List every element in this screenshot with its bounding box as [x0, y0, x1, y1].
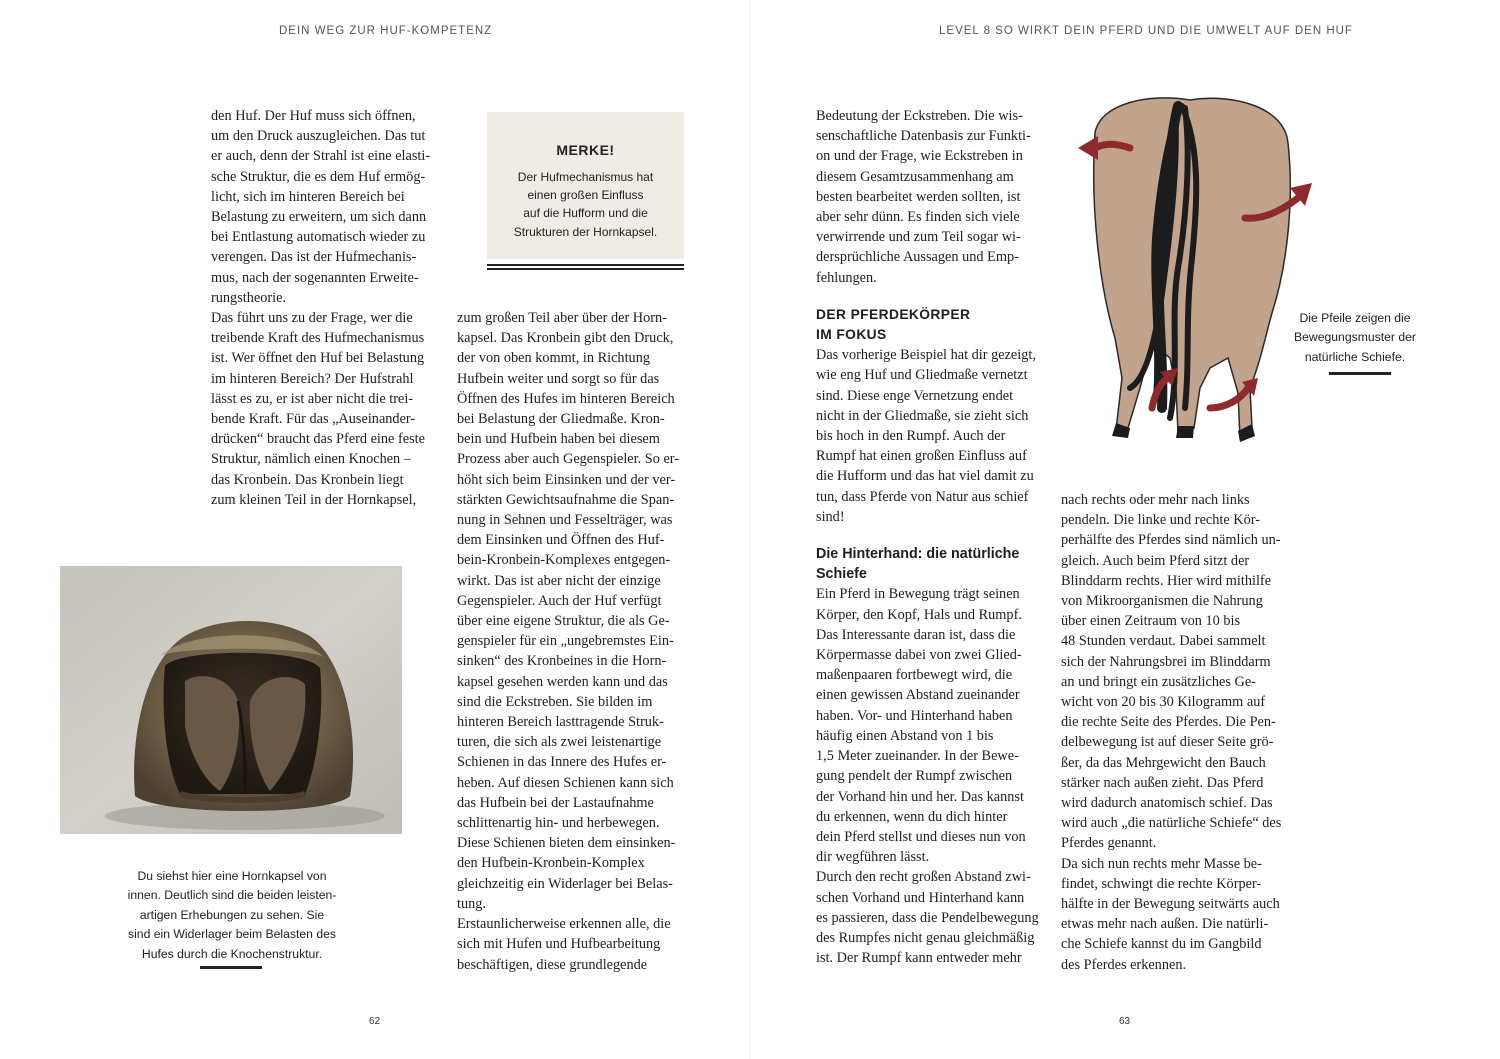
text-line: Schiefe	[816, 566, 867, 583]
text-line: Belastung zu erweitern, um sich dann	[211, 209, 427, 226]
text-line: ßer, da das Mehrgewicht den Bauch	[1061, 754, 1266, 771]
text-line: sich mit Hufen und Hufbearbeitung	[457, 936, 661, 953]
text-line: drücken“ braucht das Pferd eine feste	[211, 431, 425, 448]
text-line: Durch den recht großen Abstand zwi-	[816, 869, 1031, 886]
text-line: dir wegführen lässt.	[816, 849, 930, 866]
text-line: bein und Hufbein haben bei diesem	[457, 431, 660, 448]
text-line: bein-Kronbein-Komplexes entgegen-	[457, 552, 671, 569]
text-line: wie eng Huf und Gliedmaße vernetzt	[816, 367, 1028, 384]
text-line: er auch, denn der Strahl ist eine elasti-	[211, 148, 431, 165]
text-line: perhälfte des Pferdes sind nämlich un-	[1061, 532, 1281, 549]
text-line: gleich. Auch beim Pferd sitzt der	[1061, 552, 1250, 569]
text-line: tun, dass Pferde von Natur aus schief	[816, 488, 1029, 505]
text-line: ist. Der Rumpf kann entweder mehr	[816, 950, 1022, 967]
left-column-1	[211, 106, 430, 510]
text-line: der von oben kommt, in Richtung	[457, 350, 650, 367]
text-line: haben. Vor- und Hinterhand haben	[816, 707, 1013, 724]
text-line: stärker nach außen zieht. Das Pferd	[1061, 774, 1264, 791]
horse-hindquarters-illustration	[1060, 88, 1325, 473]
page-number-right: 63	[1119, 1016, 1131, 1027]
text-line: Das vorherige Beispiel hat dir gezeigt,	[816, 347, 1036, 364]
photo-caption	[112, 867, 352, 964]
text-line: Das Interessante daran ist, dass die	[816, 626, 1016, 643]
text-line: Rumpf hat einen großen Einfluss auf	[816, 448, 1027, 465]
right-column-1	[816, 106, 1039, 968]
text-line: Bedeutung der Eckstreben. Die wis-	[816, 108, 1023, 124]
text-line: Schienen in das Innere des Hufes er-	[457, 754, 667, 771]
text-line: bei Belastung der Gliedmaße. Kron-	[457, 411, 665, 428]
text-line: senschaftliche Datenbasis zur Funkti-	[816, 128, 1031, 145]
text-line: lässt es zu, er ist aber nicht die trei-	[211, 390, 414, 407]
text-line: Prozess aber auch Gegenspieler. So er-	[457, 451, 680, 468]
text-line: einen großen Einfluss	[527, 188, 644, 203]
text-line: Der Hufmechanismus hat	[517, 170, 654, 184]
intro-paragraph	[816, 106, 1039, 288]
text-line: einen gewissen Abstand zueinander	[816, 687, 1020, 704]
text-line: verwirrende und zum Teil sogar wi-	[816, 229, 1021, 246]
text-line: bende Kraft. Für das „Auseinander-	[211, 411, 416, 428]
text-line: an und bringt ein zusätzliches Ge-	[1061, 673, 1256, 690]
figure-caption	[1280, 309, 1430, 367]
text-line: genspieler für ein „ungebremstes Ein-	[457, 633, 674, 650]
text-line: um den Druck auszugleichen. Das tut	[211, 128, 426, 145]
text-line: Ein Pferd in Bewegung trägt seinen	[816, 586, 1020, 603]
text-line: des Pferdes erkennen.	[1061, 956, 1187, 973]
text-line: zum großen Teil aber über der Horn-	[457, 310, 667, 326]
text-line: wird auch „die natürliche Schiefe“ des	[1061, 815, 1282, 832]
merke-double-rule	[487, 264, 684, 270]
text-line: Pferdes genannt.	[1061, 835, 1157, 852]
text-line: schen Vorhand und Hinterhand kann	[816, 889, 1025, 906]
text-line: stärkten Gewichtsaufnahme die Span-	[457, 491, 675, 508]
text-line: höht sich beim Einsinken und der ver-	[457, 471, 676, 488]
text-line: dem Einsinken und Öffnen des Huf-	[457, 532, 665, 549]
merke-box	[487, 112, 684, 259]
right-column-2	[1061, 490, 1281, 975]
text-line: ist. Wer öffnet den Huf bei Belastung	[211, 350, 425, 367]
text-line: kapsel gesehen werden kann und das	[457, 673, 668, 690]
text-line: Struktur, nämlich einen Knochen –	[211, 451, 411, 468]
text-line: Diese Schienen bieten dem einsinken-	[457, 835, 676, 852]
text-line: Das führt uns zu der Frage, wer die	[211, 310, 413, 327]
text-line: mus, nach der sogenannten Erweite-	[211, 269, 419, 286]
text-line: das Kronbein. Das Kronbein liegt	[211, 471, 404, 488]
text-line: Gegenspieler. Auch der Huf verfügt	[457, 592, 662, 609]
text-line: beschäftigen, diese grundlegende	[457, 956, 648, 973]
running-head-right: LEVEL 8 SO WIRKT DEIN PFERD UND DIE UMWELT AUF DEN HUF	[939, 25, 1353, 37]
caption-rule-right	[1329, 372, 1391, 375]
text-line: den Hufbein-Kronbein-Komplex	[457, 855, 645, 872]
page-number-left: 62	[369, 1016, 381, 1027]
text-line: bis hoch in den Rumpf. Auch der	[816, 428, 1006, 445]
text-line: Erstaunlicherweise erkennen alle, die	[457, 916, 671, 933]
text-line: 48 Stunden verdaut. Dabei sammelt	[1061, 633, 1266, 650]
text-line: natürliche Schiefe.	[1304, 349, 1406, 364]
text-line: aber sehr dünn. Es finden sich viele	[816, 209, 1020, 226]
text-line: IM FOKUS	[816, 327, 887, 343]
text-line: die Hufform und das hat viel damit zu	[816, 468, 1034, 485]
text-line: des Rumpfes nicht genau gleichmäßig	[816, 929, 1035, 946]
text-line: delbewegung ist auf dieser Seite grö-	[1061, 734, 1274, 751]
text-line: Bewegungsmuster der	[1294, 330, 1416, 345]
text-line: hälfte in der Bewegung seitwärts auch	[1061, 896, 1280, 913]
text-line: dein Pferd stellst und dieses nun von	[816, 828, 1026, 845]
text-line: Körper, den Kopf, Hals und Rumpf.	[816, 606, 1022, 623]
right-page	[750, 0, 1500, 1059]
text-line: nung in Sehnen und Fesselträger, was	[457, 512, 673, 529]
text-line: sche Struktur, die es dem Huf ermög-	[211, 168, 426, 185]
text-line: sinken“ des Kronbeines in die Horn-	[457, 653, 667, 670]
text-line: etwas mehr nach außen. Die natürli-	[1061, 916, 1269, 933]
text-line: sind!	[816, 508, 845, 525]
running-head-left: DEIN WEG ZUR HUF-KOMPETENZ	[279, 25, 493, 37]
text-line: 1,5 Meter zueinander. In der Bewe-	[816, 748, 1019, 765]
text-line: Hufes durch die Knochenstruktur.	[141, 946, 323, 961]
text-line: innen. Deutlich sind die beiden leisten-	[127, 888, 337, 903]
text-line: maßenpaaren fortbewegt wird, die	[816, 667, 1013, 684]
text-line: über einen Zeitraum von 10 bis	[1061, 613, 1241, 630]
hoof-capsule-photo	[60, 566, 402, 834]
text-line: sind die Eckstreben. Sie bilden im	[457, 693, 653, 710]
text-line: treibende Kraft des Hufmechanismus	[211, 330, 425, 347]
text-line: gleichzeitig ein Widerlager bei Belas-	[457, 875, 673, 892]
text-line: du erkennen, wenn du dich hinter	[816, 808, 1008, 825]
text-line: wird dadurch anatomisch schief. Das	[1061, 795, 1273, 812]
text-line: Die Hinterhand: die natürliche	[816, 546, 1020, 563]
text-line: zum kleinen Teil in der Hornkapsel,	[211, 491, 417, 508]
text-line: über eine eigene Struktur, die als Ge-	[457, 613, 670, 630]
heading-hinterhand	[816, 544, 1039, 584]
text-line: sich der Nahrungsbrei im Blinddarm	[1061, 653, 1271, 670]
caption-rule-left	[200, 966, 262, 969]
text-line: die rechte Seite des Pferdes. Die Pen-	[1061, 714, 1276, 731]
text-line: sind ein Widerlager beim Belasten des	[128, 927, 336, 942]
text-line: der Vorhand hin und her. Das kannst	[816, 788, 1024, 805]
text-line: dersprüchliche Aussagen und Emp-	[816, 249, 1019, 266]
text-line: von Mikroorganismen die Nahrung	[1061, 593, 1263, 610]
text-line: besten bearbeitet werden sollten, ist	[816, 188, 1021, 205]
text-line: bei Entlastung automatisch wieder zu	[211, 229, 426, 246]
text-line: Strukturen der Hornkapsel.	[513, 224, 658, 239]
text-line: verengen. Das ist der Hufmechanis-	[211, 249, 417, 266]
text-line: diesem Gesamtzusammenhang am	[816, 168, 1014, 185]
text-line: schlittenartig hin- und herbewegen.	[457, 815, 660, 832]
text-line: nach rechts oder mehr nach links	[1061, 492, 1250, 508]
text-line: es passieren, dass die Pendelbewegung	[816, 909, 1039, 926]
text-line: on und der Frage, wie Eckstreben in	[816, 148, 1023, 165]
text-line: heben. Auf diesen Schienen kann sich	[457, 774, 674, 791]
text-line: fehlungen.	[816, 269, 877, 286]
text-line: che Schiefe kannst du im Gangbild	[1061, 936, 1262, 953]
text-line: Da sich nun rechts mehr Masse be-	[1061, 855, 1262, 872]
text-line: Hufbein weiter und sorgt so für das	[457, 370, 660, 387]
text-line: das Hufbein bei der Lastaufnahme	[457, 794, 654, 811]
text-line: nicht in der Gliedmaße, sie zieht sich	[816, 407, 1029, 424]
heading-pferdekoerper	[816, 305, 1039, 345]
left-column-2	[457, 308, 679, 975]
text-line: Blinddarm rechts. Hier wird mithilfe	[1061, 572, 1272, 589]
text-line: rungstheorie.	[211, 289, 287, 306]
text-line: Du siehst hier eine Hornkapsel von	[137, 869, 327, 883]
text-line: hinteren Bereich lasttragende Struk-	[457, 714, 664, 731]
text-line: artigen Erhebungen zu sehen. Sie	[139, 907, 325, 922]
text-line: den Huf. Der Huf muss sich öffnen,	[211, 108, 416, 124]
merke-text	[487, 168, 684, 241]
text-line: wirkt. Das ist aber nicht der einzige	[457, 572, 661, 589]
text-line: im hinteren Bereich? Der Hufstrahl	[211, 370, 414, 387]
text-line: kapsel. Das Kronbein gibt den Druck,	[457, 330, 674, 347]
merke-title: MERKE!	[556, 142, 615, 158]
text-line: licht, sich im hinteren Bereich bei	[211, 188, 405, 205]
text-line: Die Pfeile zeigen die	[1299, 311, 1411, 325]
text-line: pendeln. Die linke und rechte Kör-	[1061, 512, 1261, 529]
text-line: findet, schwingt die rechte Körper-	[1061, 875, 1262, 892]
section-hinterhand-text	[816, 584, 1039, 968]
text-line: sind. Diese enge Vernetzung endet	[816, 387, 1014, 404]
text-line: Öffnen des Hufes im hinteren Bereich	[457, 390, 675, 407]
text-line: tung.	[457, 895, 486, 912]
text-line: wicht von 20 bis 30 Kilogramm auf	[1061, 694, 1266, 711]
section-pferdekoerper-text	[816, 345, 1039, 527]
text-line: DER PFERDEKÖRPER	[816, 306, 971, 322]
text-line: auf die Hufform und die	[523, 206, 648, 221]
text-line: häufig einen Abstand von 1 bis	[816, 727, 994, 744]
text-line: Körpermasse dabei von zwei Glied-	[816, 647, 1022, 664]
text-line: gung pendelt der Rumpf zwischen	[816, 768, 1013, 785]
text-line: turen, die sich als zwei leistenartige	[457, 734, 662, 751]
